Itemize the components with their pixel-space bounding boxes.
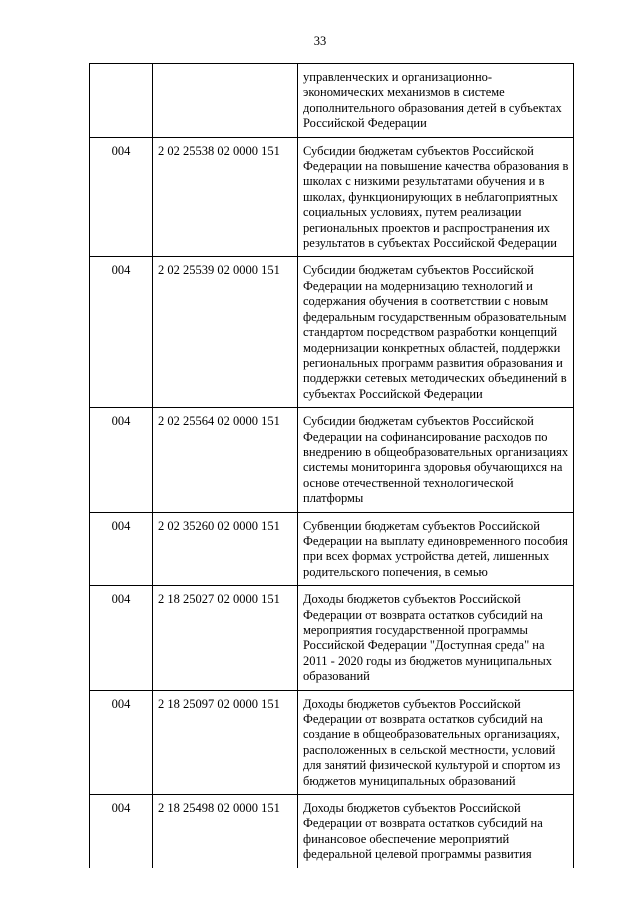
admin-code-cell: 004 [90, 408, 153, 512]
description-line: экономических механизмов в системе [303, 85, 505, 100]
description-line: Федерации на повышение качества образования в [303, 159, 569, 174]
income-description-cell [298, 586, 574, 690]
income-description-cell [298, 408, 574, 512]
income-description-cell [298, 137, 574, 257]
table-row [90, 408, 574, 512]
description-line: субъектах Российской Федерации [303, 386, 483, 401]
table-body [90, 64, 574, 868]
description-line: родительского попечения, в семью [303, 564, 488, 579]
description-line: модернизации конкретных областей, поддержки [303, 340, 561, 355]
description-line: для занятий физической культурой и спортом из [303, 758, 561, 773]
description-line: региональных программ развития образования и [303, 355, 563, 370]
description-line: дополнительного образования детей в субъектах [303, 100, 562, 115]
description-line: федеральным государственным образовательным [303, 309, 567, 324]
budget-classification-code-cell: 2 02 35260 02 0000 151 [153, 512, 298, 586]
description-line: Субвенции бюджетам субъектов Российской [303, 518, 540, 533]
budget-classification-code-cell: 2 02 25538 02 0000 151 [153, 137, 298, 257]
description-line: содержания обучения в соответствии с новым [303, 294, 549, 309]
budget-classification-code-cell [153, 64, 298, 138]
description-line: Доходы бюджетов субъектов Российской [303, 801, 521, 816]
description-line: Доходы бюджетов субъектов Российской [303, 592, 521, 607]
admin-code-cell [90, 64, 153, 138]
description-line: расположенных в сельской местности, условий [303, 742, 556, 757]
description-line: Федерации от возврата остатков субсидий на [303, 607, 543, 622]
budget-classification-code-cell: 2 02 25539 02 0000 151 [153, 257, 298, 408]
admin-code-cell: 004 [90, 257, 153, 408]
table-row [90, 586, 574, 690]
description-line: 2011 - 2020 годы из бюджетов муниципальных [303, 653, 552, 668]
description-line: финансовое обеспечение мероприятий [303, 831, 510, 846]
table-row [90, 64, 574, 138]
description-line: Субсидии бюджетам субъектов Российской [303, 143, 534, 158]
description-line: создание в общеобразовательных организациях, [303, 727, 560, 742]
description-line: Федерации на выплату единовременного пособия [303, 533, 568, 548]
description-line: образований [303, 669, 370, 684]
description-line: результатов в субъектах Российской Федерации [303, 236, 557, 251]
description-line: при всех формах устройства детей, лишенных [303, 549, 550, 564]
description-line: Субсидии бюджетам субъектов Российской [303, 263, 534, 278]
table-row [90, 795, 574, 868]
description-line: региональных проектов и распространения их [303, 220, 551, 235]
description-line: Российской Федерации "Доступная среда" на [303, 638, 545, 653]
admin-code-cell: 004 [90, 137, 153, 257]
admin-code-cell: 004 [90, 512, 153, 586]
description-line: Федерации от возврата остатков субсидий на [303, 816, 543, 831]
page-number: 33 [313, 34, 327, 48]
budget-classification-code-cell: 2 18 25498 02 0000 151 [153, 795, 298, 868]
description-line: платформы [303, 491, 364, 506]
description-line: управленческих и организационно- [303, 70, 493, 84]
description-line: Российской Федерации [303, 116, 427, 131]
description-line: Федерации на модернизацию технологий и [303, 278, 533, 293]
table-row [90, 137, 574, 257]
description-line: социальных условиях, путем реализации [303, 205, 522, 220]
budget-classification-code-cell: 2 02 25564 02 0000 151 [153, 408, 298, 512]
description-line: бюджетов муниципальных образований [303, 773, 516, 788]
description-line: стандартом посредством разработки концепций [303, 325, 558, 340]
income-description-cell [298, 690, 574, 794]
admin-code-cell: 004 [90, 690, 153, 794]
description-line: Федерации от возврата остатков субсидий на [303, 712, 543, 727]
income-description-cell [298, 512, 574, 586]
description-line: Федерации на софинансирование расходов по [303, 429, 548, 444]
budget-classification-code-cell: 2 18 25027 02 0000 151 [153, 586, 298, 690]
description-line: поддержки сетевых методических объединений в [303, 371, 567, 386]
income-description-cell [298, 795, 574, 868]
description-line: системы мониторинга здоровья обучающихся на [303, 460, 563, 475]
budget-codes-table [89, 63, 574, 868]
admin-code-cell: 004 [90, 586, 153, 690]
description-line: Доходы бюджетов субъектов Российской [303, 696, 521, 711]
admin-code-cell: 004 [90, 795, 153, 868]
description-line: основе отечественной технологической [303, 475, 514, 490]
income-description-cell [298, 64, 574, 138]
description-line: федеральной целевой программы развития [303, 847, 532, 862]
table-row [90, 257, 574, 408]
description-line: мероприятия государственной программы [303, 623, 528, 637]
income-description-cell [298, 257, 574, 408]
description-line: внедрению в общеобразовательных организациях [303, 444, 569, 459]
table-row [90, 512, 574, 586]
description-line: Субсидии бюджетам субъектов Российской [303, 414, 534, 429]
description-line: школах с низкими результатами обучения и в [303, 174, 545, 189]
budget-classification-code-cell: 2 18 25097 02 0000 151 [153, 690, 298, 794]
table-row [90, 690, 574, 794]
description-line: школах, функционирующих в неблагоприятных [303, 189, 558, 204]
